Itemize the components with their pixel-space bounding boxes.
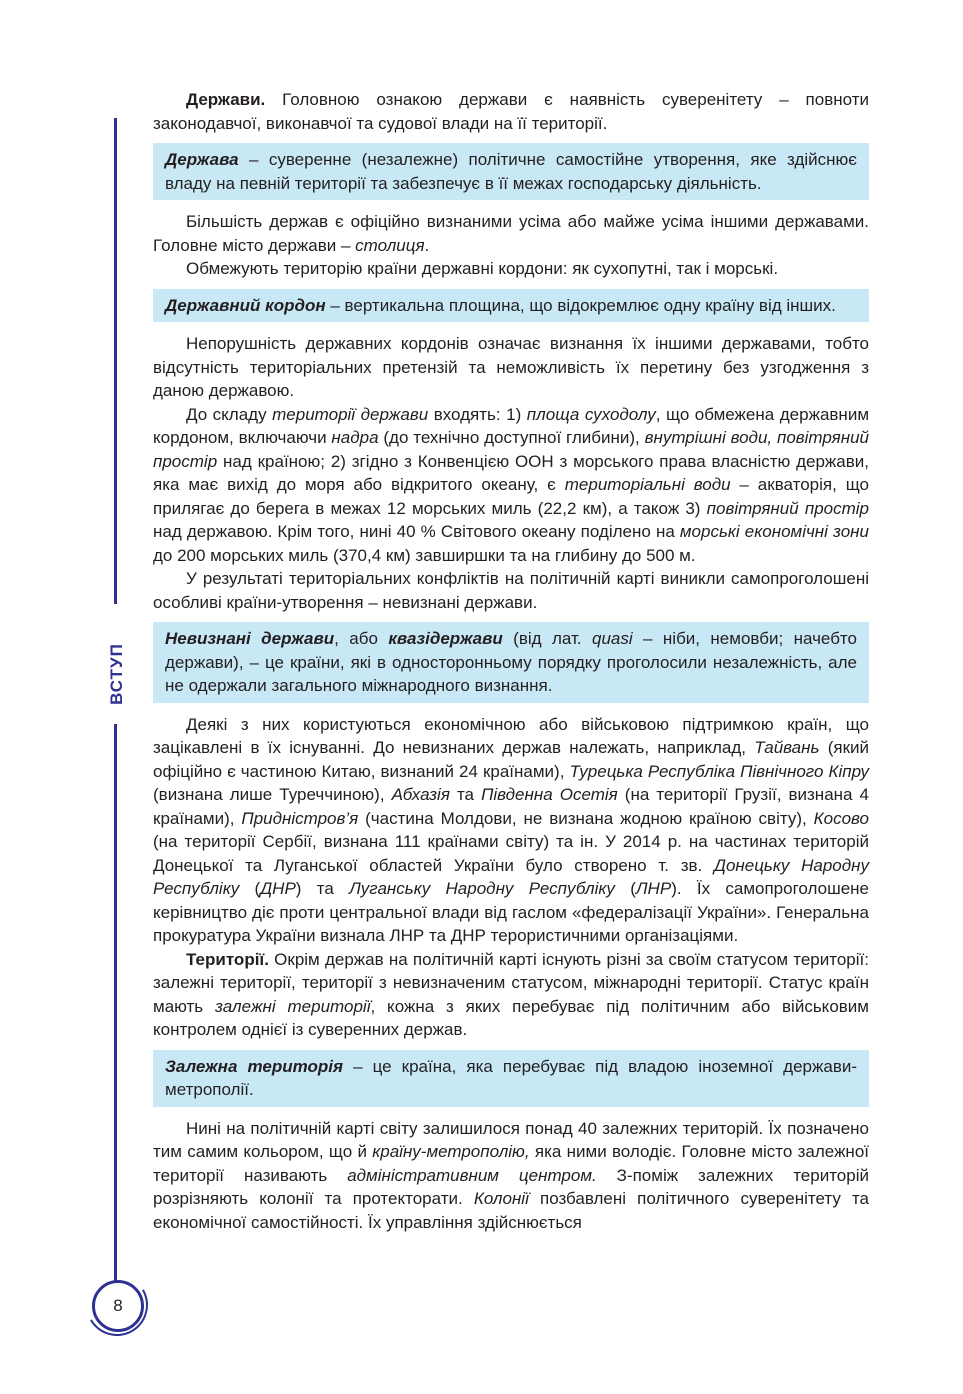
text-run: (до технічно доступної глибини),	[378, 428, 645, 447]
emphasis: Абхазія	[391, 785, 450, 804]
text-run: Деякі з них користуються економічною або військовою підтримкою країн, що зацікавлені в їх існуванні. До невизнаних держав належать, наприклад,	[153, 714, 869, 757]
definition-text	[165, 1055, 857, 1102]
emphasis: Південна Осетія	[481, 785, 618, 804]
paragraph	[153, 88, 869, 135]
emphasis: країну-метрополію,	[372, 1142, 530, 1161]
definition-text	[165, 294, 857, 318]
paragraph	[153, 713, 869, 948]
paragraph	[153, 257, 869, 281]
section-label: ВСТУП	[107, 643, 126, 705]
emphasis: quasi	[592, 629, 633, 648]
text-run: входять: 1)	[428, 404, 527, 424]
heading-term: Держави.	[186, 90, 266, 109]
text-run: (на території Грузії, визнана 4 країнами),	[153, 785, 869, 828]
text-run: ) та	[295, 879, 350, 898]
term: квазідержави	[388, 629, 503, 648]
text-run: , кожна з яких перебуває під політичним або військовим контролем однієї із суверенних держав.	[153, 996, 869, 1039]
text-run: (визнана лише Туреччиною),	[153, 785, 392, 804]
text-run: У результаті територіальних конфліктів на політичній карті виникли самопроголошені особливі країни-утворення – невизнані держави.	[153, 569, 869, 612]
paragraph	[153, 948, 869, 1042]
text-run: (на території Сербії, визнана 111 країнами світу) та ін. У 2014 р. на частинах територій Донецької та Луганської областей України було створено т. зв.	[153, 832, 869, 875]
emphasis: ЛНР	[635, 879, 672, 898]
text-run: Нині на політичній карті світу залишилося понад 40 залежних територій. Їх позначено тим самим кольором, що й	[153, 1118, 869, 1161]
emphasis: територіальні води	[564, 475, 731, 494]
paragraph	[153, 332, 869, 403]
emphasis: Колонії	[473, 1189, 529, 1208]
emphasis: Луганську Народну Республіку	[349, 879, 615, 898]
heading-term: Території.	[186, 949, 269, 969]
text-run: над країною; 2) згідно з Конвенцією ООН з морського права власністю держави, яка має вихід до моря або відкритого океану, є	[153, 451, 869, 494]
text-run: До складу	[186, 404, 273, 424]
emphasis: Донецьку Народну Республіку	[153, 855, 869, 898]
page-number-badge	[86, 1274, 150, 1338]
side-rule-bottom	[114, 724, 117, 1290]
emphasis: надра	[331, 428, 379, 447]
emphasis: ДНР	[260, 879, 296, 898]
paragraph	[153, 1117, 869, 1235]
side-rule-top	[114, 118, 117, 604]
term: Невизнані держави	[165, 629, 335, 648]
text-run: ). Їх самопроголошене керівництво діє проти центральної влади від гаслом «федералізації України». Генеральна прокуратура України визнала ЛНР та ДНР терористичними організаціями.	[153, 879, 870, 945]
definition-box	[153, 1050, 869, 1107]
paragraph	[153, 567, 869, 614]
emphasis: Придністров’я	[241, 808, 359, 828]
text-run: (	[614, 879, 636, 898]
text-run: та	[449, 785, 482, 804]
text-run: Головною ознакою держави є наявність суверенітету – повноти законодавчої, виконавчої та судової влади на її території.	[153, 90, 869, 133]
text-run: .	[424, 235, 430, 255]
text-run: позбавлені політичного суверенітету та економічної самостійності. Їх управління здійснюється	[153, 1189, 869, 1232]
emphasis: Косово	[813, 808, 869, 828]
text-run: – ніби, немовби; начебто держави), – це країни, які в односторонньому порядку проголосили незалежність, але не одержали загального міжнародного визнання.	[165, 629, 857, 695]
definition-box	[153, 143, 869, 200]
emphasis: площа суходолу	[526, 404, 656, 424]
emphasis: адміністративним центром.	[347, 1165, 597, 1185]
text-run: (	[239, 879, 261, 898]
emphasis: столиця	[355, 235, 425, 255]
emphasis: внутрішні води, повітряний простір	[153, 428, 869, 471]
emphasis: повітряний простір	[706, 498, 869, 518]
emphasis: Тайвань	[754, 738, 820, 757]
term: Держава	[165, 150, 239, 169]
text-run: до 200 морських миль (370,4 км) завширшки та на глибину до 500 м.	[153, 545, 696, 565]
emphasis: Турецька Республіка Північного Кіпру	[569, 761, 869, 781]
emphasis: морські економічні зони	[679, 522, 869, 541]
text-run: – це країна, яка перебуває під владою іноземної держави-метрополії.	[165, 1056, 858, 1099]
definition-text	[165, 148, 857, 195]
text-run: (який офіційно є частиною Китаю, визнаний 24 країнами),	[153, 738, 869, 781]
text-run: над державою. Крім того, нині 40 % Світового океану поділено на	[153, 522, 680, 541]
text-run: – суверенне (незалежне) політичне самостійне утворення, яке здійснює владу на певній території та забезпечує в її межах господарську діяльність.	[165, 150, 857, 193]
text-run: – вертикальна площина, що відокремлює одну країну від інших.	[325, 295, 836, 315]
term: Залежна територія	[165, 1056, 343, 1076]
text-run: яка ними володіє. Головне місто залежної території називають	[153, 1142, 870, 1185]
text-run: , що обмежена державним кордоном, включаючи	[153, 404, 870, 447]
term: Державний кордон	[165, 295, 326, 315]
text-run: , або	[334, 629, 389, 648]
emphasis: залежні території	[215, 996, 371, 1016]
emphasis: території держави	[272, 404, 429, 424]
text-run: Окрім держав на політичній карті існують різні за своїм статусом території: залежні території, території з невизначеним статусом, міжнародні території. Статус країн мають	[153, 949, 869, 1016]
definition-box	[153, 622, 869, 703]
text-run: З-поміж залежних територій розрізняють колонії та протекторати.	[153, 1165, 869, 1208]
text-run: (частина Молдови, не визнана жодною країною світу),	[358, 808, 814, 828]
paragraph	[153, 210, 869, 257]
text-run: (від лат.	[502, 629, 592, 648]
text-run: Непорушність державних кордонів означає визнання їх іншими державами, тобто відсутність територіальних претензій та неможливість їх перетину без узгодження з даною державою.	[153, 334, 869, 400]
definition-box	[153, 289, 869, 323]
text-run: Обмежують територію країни державні кордони: як сухопутні, так і морські.	[186, 259, 779, 278]
text-run: Більшість держав є офіційно визнаними усіма або майже усіма іншими державами. Головне місто держави –	[153, 212, 869, 255]
page-number: 8	[113, 1296, 123, 1315]
definition-text	[165, 627, 857, 698]
text-run: – акваторія, що прилягає до берега в межах 12 морських миль (22,2 км), а також 3)	[153, 475, 869, 518]
page-body	[153, 88, 869, 1234]
paragraph	[153, 403, 869, 568]
